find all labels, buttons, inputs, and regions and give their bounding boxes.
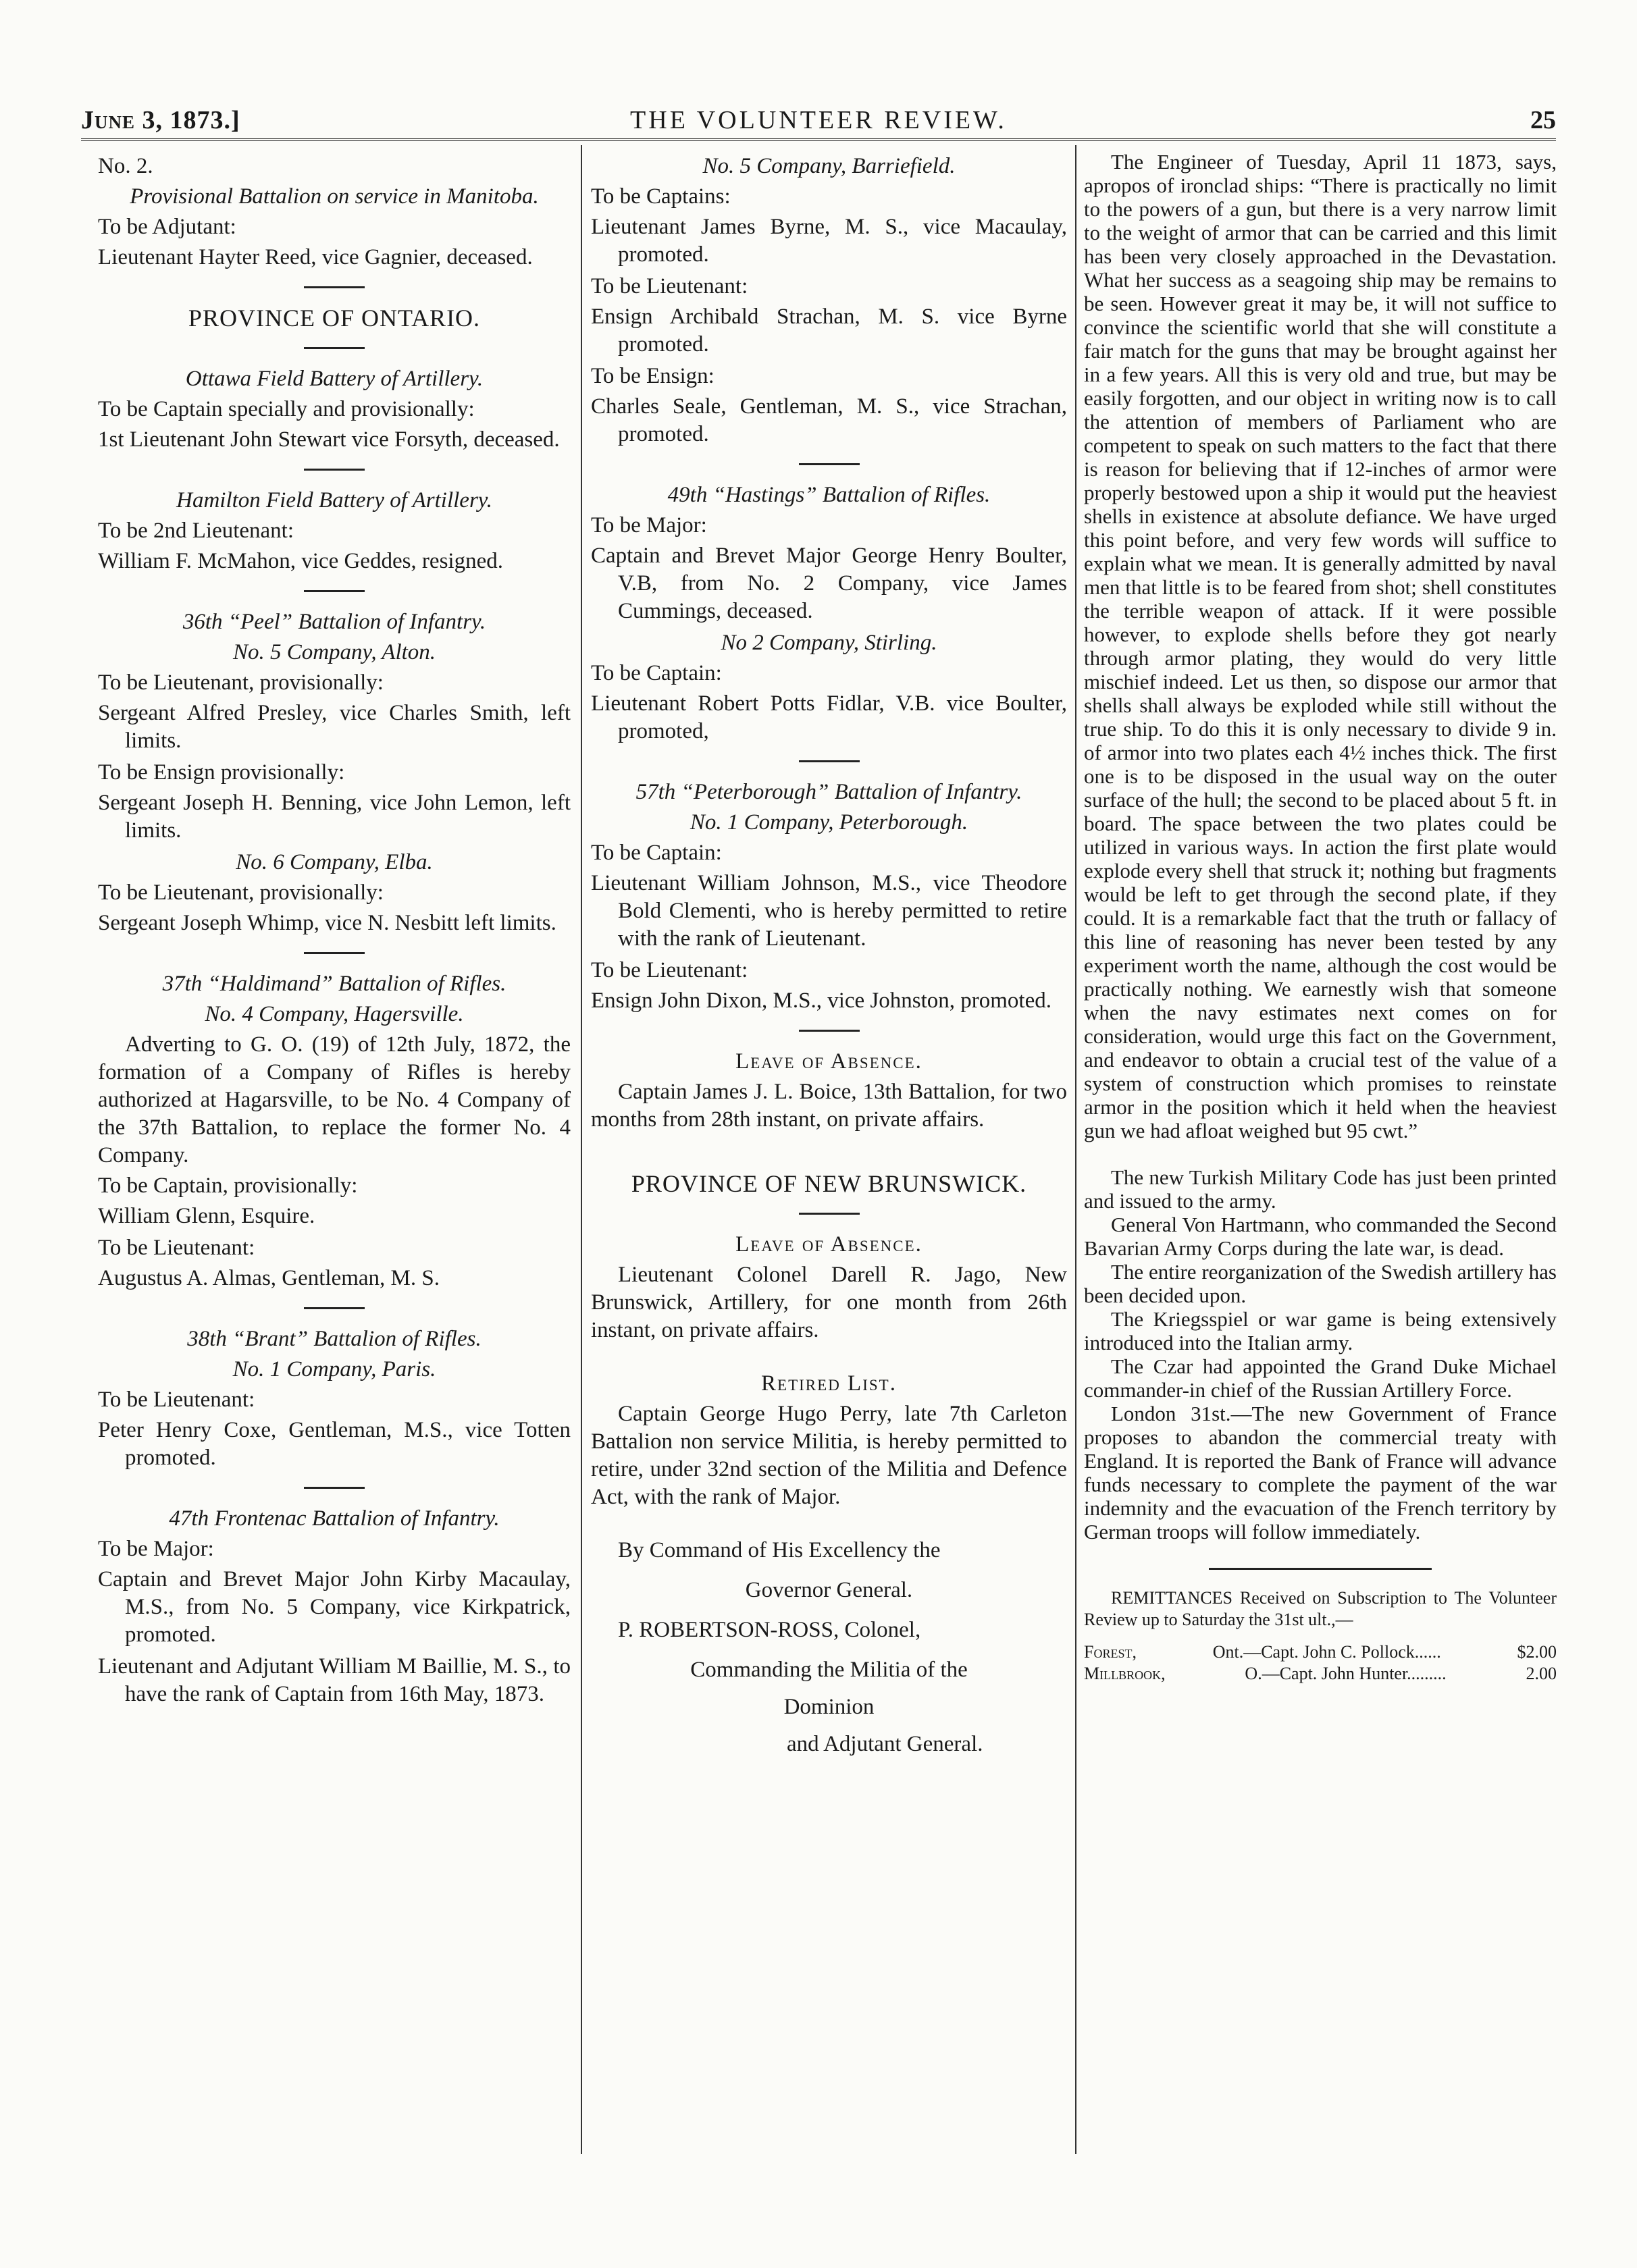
news-item: The Kriegsspiel or war game is being extensively introduced into the Italian army. — [1084, 1307, 1557, 1354]
divider — [799, 760, 860, 762]
signature-title: and Adjutant General. — [787, 1732, 983, 1756]
battalion-heading: 37th “Haldimand” Battalion of Rifles. — [162, 972, 506, 996]
appointment-heading: To be Ensign: — [591, 364, 714, 388]
appointment-heading: To be Lieutenant: — [98, 1388, 255, 1412]
company-heading: No. 5 Company, Alton. — [232, 640, 436, 664]
battalion-heading: 38th “Brant” Battalion of Rifles. — [187, 1327, 482, 1351]
signature-line: Governor General. — [745, 1578, 913, 1602]
news-item: The new Turkish Military Code has just been printed and issued to the army. — [1084, 1165, 1557, 1213]
appointment-heading: To be Lieutenant: — [591, 274, 748, 298]
appointment-heading: To be Lieutenant, provisionally: — [98, 880, 384, 905]
divider — [304, 469, 365, 471]
appointment-heading: To be Lieutenant, provisionally: — [98, 670, 384, 695]
column-3 — [1084, 150, 1557, 2148]
divider — [304, 347, 365, 349]
appointment-heading: To be Adjutant: — [98, 215, 236, 239]
appointment-heading: To be 2nd Lieutenant: — [98, 519, 294, 543]
divider — [304, 1307, 365, 1309]
section-heading: Leave of Absence. — [735, 1049, 923, 1074]
appointment-entry: Ensign Archibald Strachan, M. S. vice Byrne promoted. — [591, 305, 1067, 357]
paragraph: Lieutenant Colonel Darell R. Jago, New Brunswick, Artillery, for one month from 26th instant, on private affairs. — [591, 1263, 1067, 1342]
battalion-heading: 36th “Peel” Battalion of Infantry. — [182, 610, 486, 634]
appointment-entry: William F. McMahon, vice Geddes, resigned. — [98, 549, 503, 573]
battalion-heading: 47th Frontenac Battalion of Infantry. — [169, 1506, 500, 1531]
signature-line: By Command of His Excellency the — [618, 1538, 941, 1562]
company-heading: No. 6 Company, Elba. — [236, 850, 433, 874]
signature-name: P. ROBERTSON-ROSS, Colonel, — [618, 1618, 921, 1642]
appointment-heading: To be Major: — [591, 513, 707, 537]
column-divider — [1075, 145, 1076, 2154]
article-engineer: The Engineer of Tuesday, April 11 1873, says, apropos of ironclad ships: “There is practically no limit to the powers of a gun, but there is a very narrow limit to the weight of armor that can be carried and this limit has been very closely approached in the Devastation. What her success as a seagoing ship may be remains to be seen. However great it may be, it will not suffice to convince the scientific world that she will constitute a fair match for the guns that may be brought against her in a few years. All this is very old and true, but may be easily forgotten, and our object in writing now is to call the attention of members of Parliament who are competent to speak on such matters to the fact that there is reason for believing that if 12-inches of armor were properly bestowed upon a ship it would put the heaviest shells in existence at absolute defiance. We have urged this point before, and very few words will suffice to explain what we mean. It is generally admitted by naval men that little is to be feared from shot; shell constitutes the terrible weapon of attack. If it were possible however, to explode shells before they got nearly through armor plating, they would do very little mischief indeed. Let us then, so dispose our armor that shells shall always be exploded while still without the true ship. To do this it is only necessary to divide 9 in. of armor into two plates each 4½ inches thick. The first one is to be disposed in the usual way on the outer surface of the hull; the second to be placed about 5 ft. in board. The space between the two plates could be utilized in various ways. In action the first plate would explode every shell that struck it; nothing but fragments would be left to get through the second plate, if they could. It is a remarkable fact that the truth or fallacy of this line of reasoning has never been tested by any experiment worth the name, although the cost would be practically nothing. We earnestly wish that someone when the navy estimates next comes on for consideration, would urge this fact on the Government, and endeavor to obtain a crucial test of the value of a system of construction which promises to reinstate armor in the position which it held when the heaviest gun we had afloat weighed but 95 cwt.” — [1084, 150, 1557, 1142]
appointment-heading: To be Captain: — [591, 661, 722, 685]
appointment-entry: Lieutenant and Adjutant William M Baillie, M. S., to have the rank of Captain from 16th May, 1873. — [98, 1654, 571, 1706]
appointment-entry: Sergeant Joseph Whimp, vice N. Nesbitt left limits. — [98, 911, 556, 935]
header-date: June 3, 1873.] — [81, 106, 240, 134]
appointment-heading: To be Captains: — [591, 184, 731, 209]
section-heading: Retired List. — [761, 1371, 897, 1396]
appointment-entry: Captain and Brevet Major George Henry Boulter, V.B, from No. 2 Company, vice James Cummings, deceased. — [591, 544, 1067, 623]
battalion-heading: 57th “Peterborough” Battalion of Infantry. — [635, 780, 1022, 804]
battalion-heading: 49th “Hastings” Battalion of Rifles. — [667, 483, 991, 507]
news-item: The entire reorganization of the Swedish artillery has been decided upon. — [1084, 1260, 1557, 1307]
company-heading: No. 1 Company, Peterborough. — [690, 810, 968, 835]
remittance-payer: Ont.—Capt. John C. Pollock...... — [1212, 1642, 1441, 1662]
appointment-entry: Sergeant Joseph H. Benning, vice John Lemon, left limits. — [98, 791, 571, 843]
appointment-entry: 1st Lieutenant John Stewart vice Forsyth, deceased. — [98, 427, 560, 452]
column-1 — [98, 150, 571, 2148]
appointment-heading: To be Major: — [98, 1537, 214, 1561]
paragraph: Captain James J. L. Boice, 13th Battalion, for two months from 28th instant, on private affairs. — [591, 1080, 1067, 1132]
company-heading: No. 4 Company, Hagersville. — [205, 1002, 464, 1026]
section-number: No. 2. — [98, 154, 153, 178]
battalion-heading: Ottawa Field Battery of Artillery. — [185, 367, 484, 391]
appointment-entry: Augustus A. Almas, Gentleman, M. S. — [98, 1266, 440, 1290]
appointment-entry: William Glenn, Esquire. — [98, 1204, 315, 1228]
appointment-entry: Lieutenant William Johnson, M.S., vice Theodore Bold Clementi, who is hereby permitted to retire with the rank of Lieutenant. — [591, 871, 1067, 951]
province-heading: PROVINCE OF ONTARIO. — [188, 305, 481, 332]
divider — [1209, 1568, 1432, 1570]
appointment-entry: Captain and Brevet Major John Kirby Macaulay, M.S., from No. 5 Company, vice Kirkpatrick, promoted. — [98, 1567, 571, 1647]
signature-title: Dominion — [783, 1695, 875, 1719]
appointment-entry: Ensign John Dixon, M.S., vice Johnston, promoted. — [591, 988, 1051, 1013]
signature-title: Commanding the Militia of the — [690, 1658, 968, 1682]
remittance-row — [1084, 1663, 1557, 1685]
remittance-place: Forest, — [1084, 1642, 1137, 1662]
appointment-heading: To be Captain: — [591, 841, 722, 865]
column-2 — [591, 150, 1067, 2148]
appointment-entry: Peter Henry Coxe, Gentleman, M.S., vice Totten promoted. — [98, 1418, 571, 1470]
divider — [799, 463, 860, 465]
appointment-heading: To be Captain, provisionally: — [98, 1173, 358, 1198]
company-heading: No. 1 Company, Paris. — [232, 1357, 436, 1381]
appointment-heading: To be Lieutenant: — [98, 1236, 255, 1260]
page-header — [81, 88, 1556, 135]
divider — [304, 1487, 365, 1489]
remittance-payer: O.—Capt. John Hunter......... — [1245, 1664, 1447, 1683]
header-rule — [81, 138, 1556, 141]
paragraph: Adverting to G. O. (19) of 12th July, 1872, the formation of a Company of Rifles is hereby authorized at Hagarsville, to be No. 4 Company of the 37th Battalion, to replace the former No. 4 Company. — [98, 1032, 571, 1167]
province-heading: PROVINCE OF NEW BRUNSWICK. — [631, 1170, 1027, 1197]
column-divider — [581, 145, 582, 2154]
divider — [304, 590, 365, 592]
appointment-entry: Charles Seale, Gentleman, M. S., vice Strachan, promoted. — [591, 394, 1067, 446]
divider — [304, 286, 365, 288]
remittance-row — [1084, 1641, 1557, 1663]
remittance-amount: $2.00 — [1517, 1642, 1557, 1662]
divider — [304, 952, 365, 954]
remittance-amount: 2.00 — [1526, 1664, 1557, 1683]
news-item: The Czar had appointed the Grand Duke Michael commander-in chief of the Russian Artillery Force. — [1084, 1354, 1557, 1402]
remittance-place: Millbrook, — [1084, 1664, 1166, 1683]
company-heading: No 2 Company, Stirling. — [721, 631, 937, 655]
appointment-heading: To be Captain specially and provisionally: — [98, 397, 475, 421]
company-heading: No. 5 Company, Barriefield. — [702, 154, 956, 178]
news-item: London 31st.—The new Government of France proposes to abandon the commercial treaty with England. It is reported the Bank of France will advance funds necessary to complete the payment of the war indemnity and the evacuation of the French territory by German troops will follow immediately. — [1084, 1402, 1557, 1544]
appointment-entry: Lieutenant Hayter Reed, vice Gagnier, deceased. — [98, 245, 533, 269]
news-item: General Von Hartmann, who commanded the Second Bavarian Army Corps during the late war, is dead. — [1084, 1213, 1557, 1260]
divider — [799, 1213, 860, 1215]
appointment-entry: Lieutenant Robert Potts Fidlar, V.B. vice Boulter, promoted, — [591, 691, 1067, 743]
appointment-heading: To be Lieutenant: — [591, 958, 748, 982]
appointment-entry: Lieutenant James Byrne, M. S., vice Macaulay, promoted. — [591, 215, 1067, 267]
section-heading: Leave of Absence. — [735, 1232, 923, 1257]
divider — [799, 1030, 860, 1032]
appointment-heading: To be Ensign provisionally: — [98, 760, 345, 785]
battalion-heading: Hamilton Field Battery of Artillery. — [176, 488, 492, 512]
remittances-heading: REMITTANCES Received on Subscription to The Volunteer Review up to Saturday the 31st ult.,— — [1084, 1588, 1557, 1629]
appointment-entry: Sergeant Alfred Presley, vice Charles Smith, left limits. — [98, 701, 571, 753]
header-page-number: 25 — [1530, 106, 1556, 134]
header-title: THE VOLUNTEER REVIEW. — [630, 106, 1007, 134]
battalion-heading: Provisional Battalion on service in Manitoba. — [130, 184, 539, 209]
paragraph: Captain George Hugo Perry, late 7th Carleton Battalion non service Militia, is hereby permitted to retire, under 32nd section of the Militia and Defence Act, with the rank of Major. — [591, 1402, 1067, 1509]
